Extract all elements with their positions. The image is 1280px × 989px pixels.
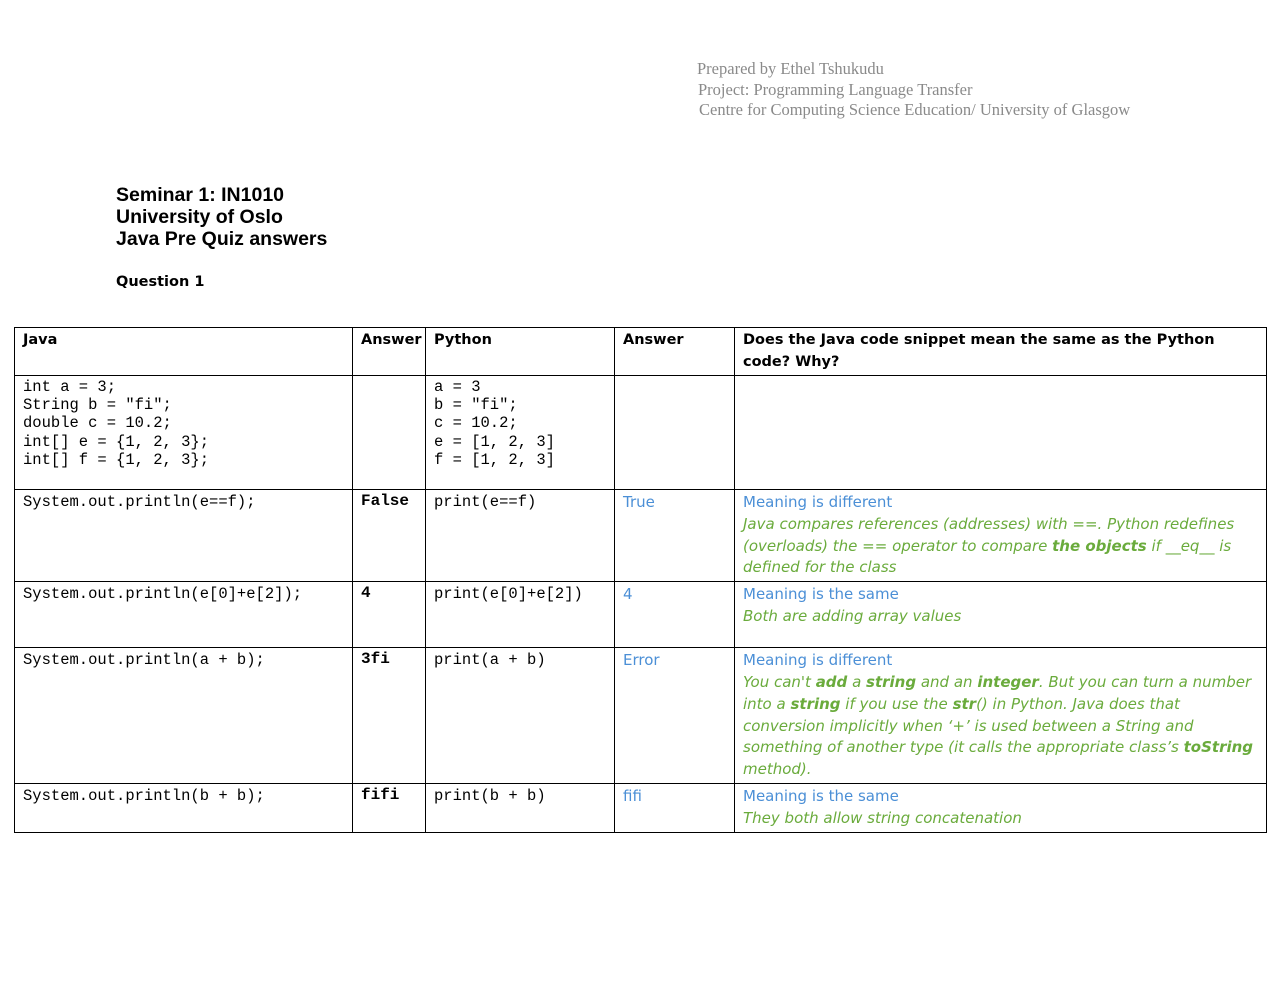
- verdict: Meaning is different: [743, 493, 893, 511]
- prepared-by: Prepared by Ethel Tshukudu: [697, 59, 884, 78]
- explanation: You can't add a string and an integer. But you can turn a number into a string if you use the str() in Python. Java does that conversion implicitly when ‘+’ is used between a String and something of another type (it calls the appropriate class’s toString method).: [743, 672, 1254, 779]
- table-row: [15, 490, 1267, 582]
- table-row: [15, 648, 1267, 784]
- document-title: [116, 184, 327, 250]
- python-code: print(e[0]+e[2]): [434, 585, 583, 604]
- title-line-quiz: Java Pre Quiz answers: [116, 228, 328, 250]
- python-code: print(b + b): [434, 786, 546, 805]
- table-row-setup: [15, 376, 1267, 490]
- verdict: Meaning is different: [743, 651, 893, 670]
- java-code: System.out.println(e[0]+e[2]);: [23, 585, 303, 604]
- explanation: Java compares references (addresses) with ==. Python redefines (overloads) the == operator to compare the objects if __eq__ is defined for the class: [743, 514, 1235, 577]
- python-code: print(e==f): [434, 493, 537, 511]
- explanation: Both are adding array values: [743, 606, 962, 625]
- header-python-answer: Answer: [615, 328, 735, 376]
- table-row: [15, 783, 1267, 832]
- table-header-row: [15, 328, 1267, 376]
- python-answer: 4: [623, 585, 633, 604]
- question-label: Question 1: [116, 274, 205, 290]
- header-meaning: Does the Java code snippet mean the same as the Python code? Why?: [735, 328, 1267, 376]
- setup-meaning-cell: [735, 376, 1267, 490]
- setup-python-answer-cell: [615, 376, 735, 490]
- header-java-answer: Answer: [353, 328, 426, 376]
- setup-java-answer-cell: [353, 376, 426, 490]
- setup-java-code: int a = 3; String b = "fi"; double c = 10.2; int[] e = {1, 2, 3}; int[] f = {1, 2, 3};: [23, 378, 210, 469]
- python-answer: True: [623, 493, 655, 511]
- quiz-table: [14, 327, 1267, 833]
- setup-python-code: a = 3 b = "fi"; c = 10.2; e = [1, 2, 3] f = [1, 2, 3]: [434, 378, 555, 469]
- python-answer: fifi: [623, 786, 642, 805]
- java-code: System.out.println(e==f);: [23, 493, 256, 511]
- verdict: Meaning is the same: [743, 585, 899, 604]
- document-header: [697, 59, 1130, 121]
- title-line-seminar: Seminar 1: IN1010: [116, 184, 285, 206]
- verdict: Meaning is the same: [743, 786, 899, 805]
- explanation: They both allow string concatenation: [743, 808, 1022, 827]
- project-name: Project: Programming Language Transfer: [698, 79, 973, 99]
- python-code: print(a + b): [434, 651, 546, 670]
- header-python: Python: [426, 328, 615, 376]
- title-line-university: University of Oslo: [116, 206, 283, 228]
- centre-name: Centre for Computing Science Education/ University of Glasgow: [699, 100, 1131, 119]
- java-answer: 4: [361, 584, 371, 603]
- table-row: [15, 582, 1267, 648]
- java-answer: 3fi: [361, 650, 390, 669]
- java-answer: fifi: [361, 785, 400, 804]
- setup-java-cell: [15, 376, 353, 490]
- python-answer: Error: [623, 651, 660, 670]
- setup-python-cell: [426, 376, 615, 490]
- header-java: Java: [15, 328, 353, 376]
- java-code: System.out.println(a + b);: [23, 651, 265, 670]
- java-code: System.out.println(b + b);: [23, 786, 265, 805]
- java-answer: False: [361, 492, 410, 510]
